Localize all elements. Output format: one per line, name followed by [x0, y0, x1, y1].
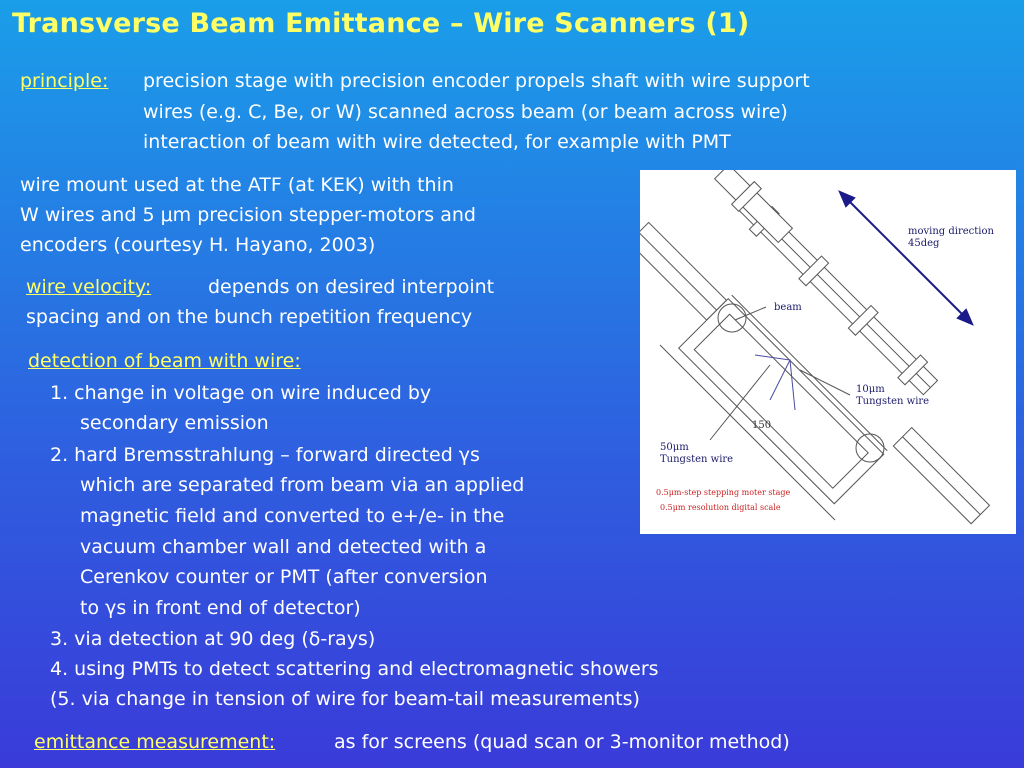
detection-line-2: secondary emission [80, 412, 269, 434]
detection-line-8: to γs in front end of detector) [80, 597, 361, 619]
detection-line-6: vacuum chamber wall and detected with a [80, 536, 487, 558]
scale-label: 0.5μm resolution digital scale [660, 503, 781, 512]
detection-line-3: 2. hard Bremsstrahlung – forward directed γs [50, 444, 480, 466]
angle-label: 45deg [908, 238, 940, 249]
wire-scanner-drawing [640, 170, 1016, 534]
mount-line-2: W wires and 5 μm precision stepper-motors and [20, 204, 476, 226]
wire50-name-label: Tungsten wire [660, 454, 734, 465]
detection-line-1: 1. change in voltage on wire induced by [50, 382, 432, 404]
detection-line-4: which are separated from beam via an applied [80, 474, 525, 496]
detection-line-11: (5. via change in tension of wire for beam-tail measurements) [50, 688, 640, 710]
mount-line-1: wire mount used at the ATF (at KEK) with thin [20, 174, 454, 196]
wire50-size-label: 50μm [660, 442, 689, 453]
detection-line-7: Cerenkov counter or PMT (after conversion [80, 566, 488, 588]
velocity-label: wire velocity: [26, 276, 152, 298]
wire10-size-label: 10μm [856, 384, 885, 395]
principle-label-styled: principle: [20, 70, 109, 92]
wire10-name-label: Tungsten wire [856, 396, 930, 407]
principle-line-2: wires (e.g. C, Be, or W) scanned across beam (or beam across wire) [143, 101, 788, 123]
detection-label: detection of beam with wire: [28, 350, 301, 372]
beam-label: beam [774, 302, 802, 313]
emittance-text: as for screens (quad scan or 3-monitor method) [334, 731, 790, 753]
mount-line-3: encoders (courtesy H. Hayano, 2003) [20, 234, 376, 256]
wire-scanner-figure [640, 170, 1016, 534]
detection-line-5: magnetic field and converted to e+/e- in the [80, 505, 505, 527]
velocity-line-2: spacing and on the bunch repetition frequency [26, 306, 473, 328]
principle-line-1: precision stage with precision encoder propels shaft with wire support [143, 70, 810, 92]
stage-label: 0.5μm-step stepping moter stage [656, 488, 791, 497]
principle-line-3: interaction of beam with wire detected, for example with PMT [143, 131, 731, 153]
dimension-label: 150 [752, 420, 772, 431]
velocity-text: depends on desired interpoint [208, 276, 495, 298]
detection-line-10: 4. using PMTs to detect scattering and electromagnetic showers [50, 658, 659, 680]
emittance-label: emittance measurement: [34, 731, 276, 753]
slide-title: Transverse Beam Emittance – Wire Scanners (1) [12, 8, 750, 39]
moving-direction-label: moving direction [908, 226, 994, 237]
detection-line-9: 3. via detection at 90 deg (δ-rays) [50, 628, 376, 650]
